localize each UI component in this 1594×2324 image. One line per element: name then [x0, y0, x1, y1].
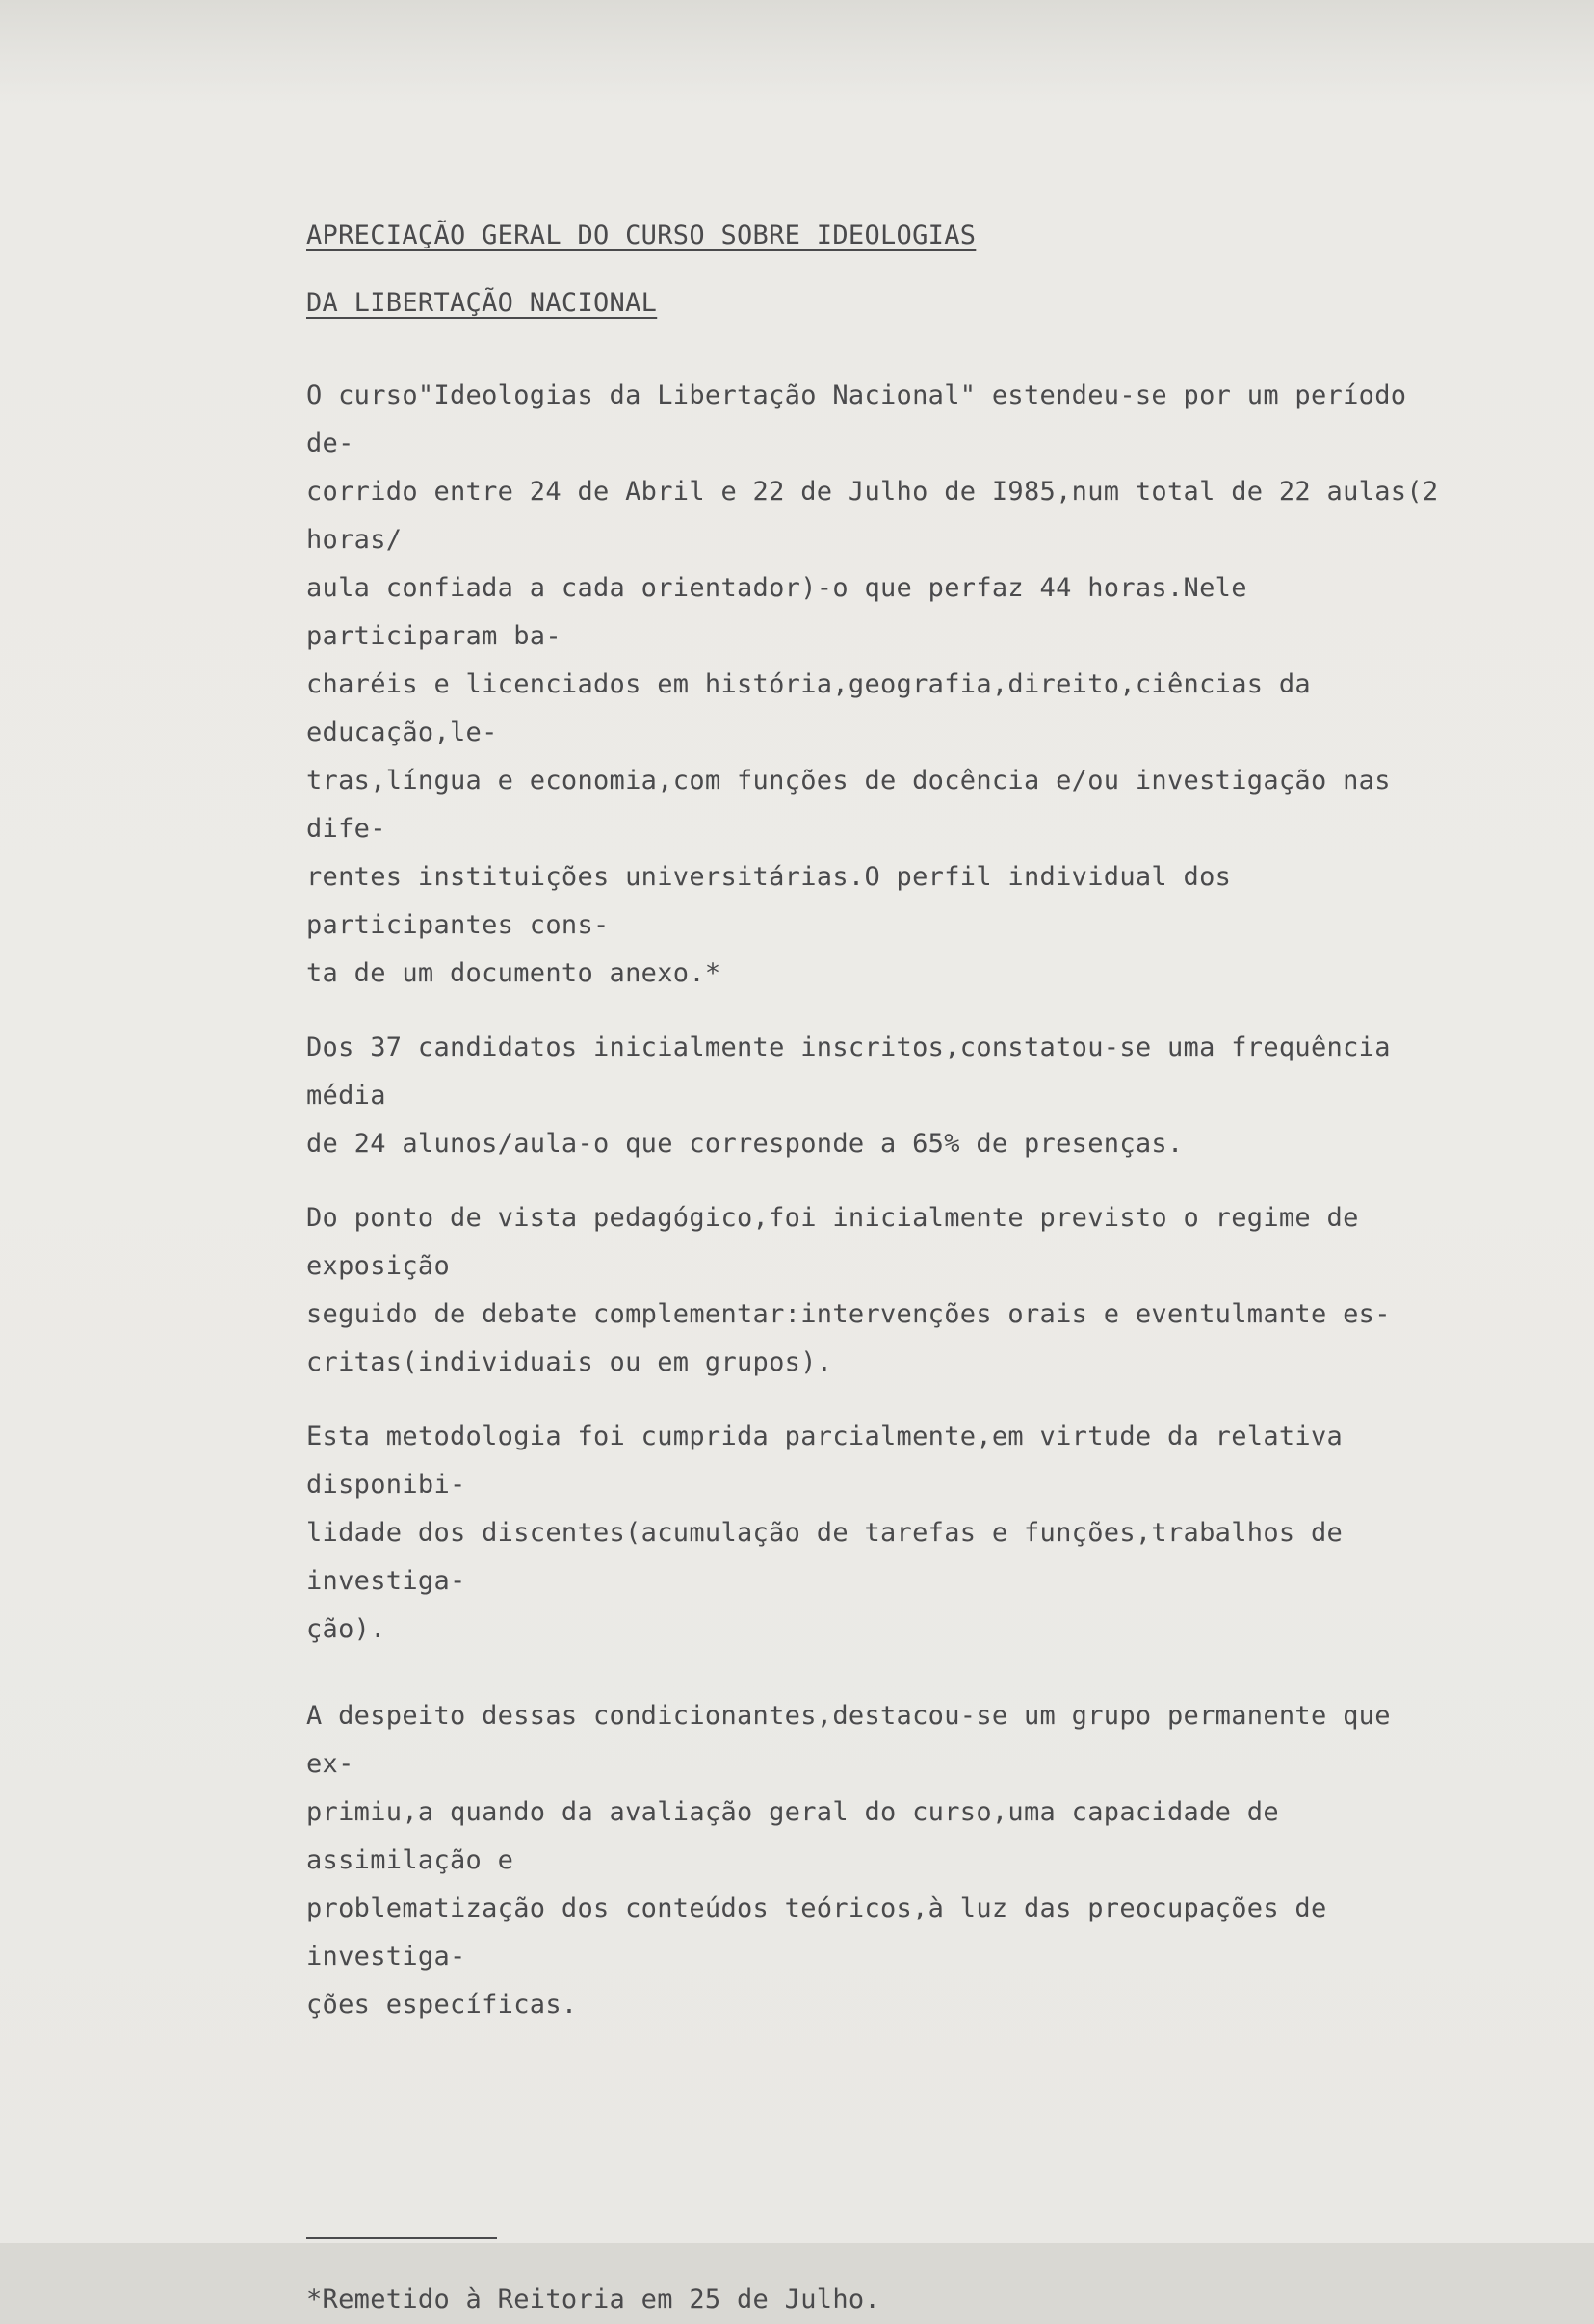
- document-body: [306, 202, 1443, 2324]
- paragraph-conclusion: A despeito dessas condicionantes,destacou-se um grupo permanente que ex- primiu,a quando da avaliação geral do curso,uma capacidade de assimilação e problematização dos conteúdos teóricos,à luz das preocupações de investiga- ções específicas.: [306, 1701, 1391, 2020]
- document-title: [306, 202, 1443, 337]
- paragraph-course-overview: O curso"Ideologias da Libertação Nacional" estendeu-se por um período de- corrido entre 24 de Abril e 22 de Julho de I985,num total de 22 aulas(2 horas/ aula confiada a cada orientador)-o que perfaz 44 horas.Nele participaram ba- charéis e licenciados em história,geografia,direito,ciências da educação,le- tras,língua e economia,com funções de docência e/ou investigação nas dife- rentes instituições universitárias.O perfil individual dos participantes cons- ta de um documento anexo.*: [306, 380, 1439, 988]
- paragraph-methodology: Esta metodologia foi cumprida parcialmente,em virtude da relativa disponibi- lidade dos discentes(acumulação de tarefas e funções,trabalhos de investiga- ção).: [306, 1422, 1344, 1644]
- paragraph-pedagogy: Do ponto de vista pedagógico,foi inicialmente previsto o regime de exposição seguido de debate complementar:intervenções orais e eventulmante es- critas(individuais ou em grupos).: [306, 1203, 1391, 1377]
- footnote-divider: [306, 2237, 497, 2239]
- footnote: *Remetido à Reitoria em 25 de Julho.: [306, 2285, 880, 2314]
- title-line-2: DA LIBERTAÇÃO NACIONAL: [306, 288, 658, 318]
- paper-fold-shadow: [0, 0, 1594, 106]
- title-line-1: APRECIAÇÃO GERAL DO CURSO SOBRE IDEOLOGIAS: [306, 221, 977, 250]
- paragraph-attendance: Dos 37 candidatos inicialmente inscritos,constatou-se uma frequência média de 24 alunos/aula-o que corresponde a 65% de presenças.: [306, 1032, 1391, 1159]
